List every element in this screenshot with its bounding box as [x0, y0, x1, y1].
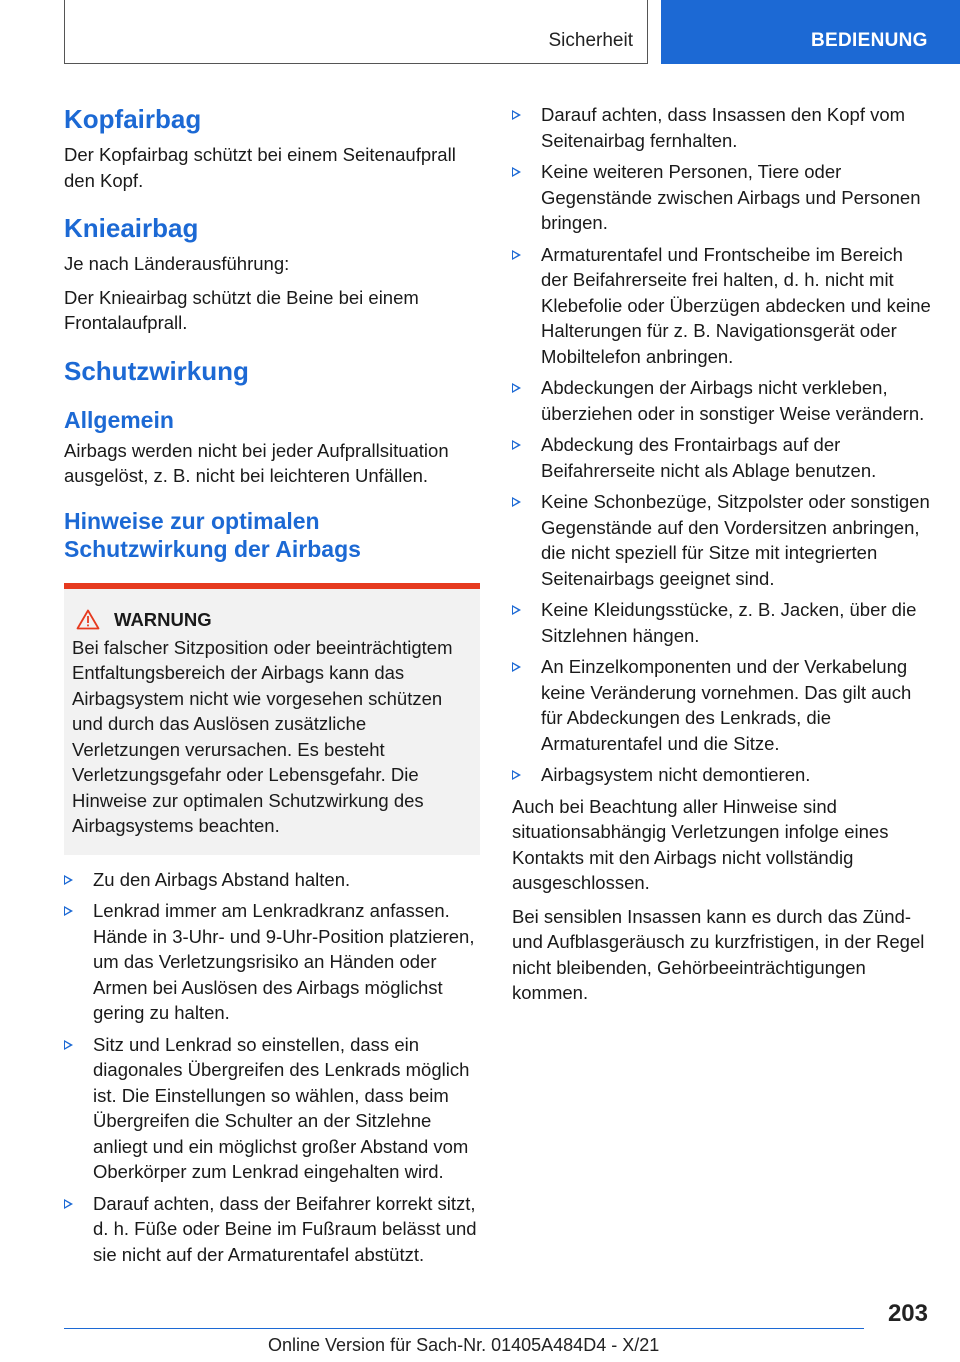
- bullet-triangle-icon: [512, 110, 521, 120]
- list-item: Keine Kleidungsstücke, z. B. Jacken, über die Sitzlehnen hängen.: [512, 597, 932, 648]
- text-kopfairbag: Der Kopfairbag schützt bei einem Seitenaufprall den Kopf.: [64, 144, 456, 191]
- heading-hinweise: Hinweise zur optimalen Schutzwirkung der Airbags: [64, 507, 361, 562]
- right-bullet-list: [512, 102, 932, 788]
- list-item: Darauf achten, dass Insassen den Kopf vom Seitenairbag fernhalten.: [512, 102, 932, 153]
- header-section-box: [64, 0, 648, 64]
- list-item: An Einzelkomponenten und der Verkabelung keine Veränderung vornehmen. Das gilt auch für Abdeckungen des Lenkrads, die Armaturentafel und die Sitze.: [512, 654, 932, 756]
- left-column: [64, 102, 480, 1273]
- list-item: Sitz und Lenkrad so einstellen, dass ein diagonales Übergreifen des Lenkrads möglich ist. Die Einstellungen so wählen, dass beim Übergreifen die Schulter an der Sitzlehne anliegt und ein möglichst großer Abstand vom Oberkörper zum Lenkrad eingehalten wird.: [64, 1032, 480, 1185]
- bullet-triangle-icon: [512, 497, 521, 507]
- bullet-triangle-icon: [64, 875, 73, 885]
- right-column: [512, 102, 932, 1014]
- header-section-title: Sicherheit: [548, 30, 633, 51]
- text-allgemein: Airbags werden nicht bei jeder Aufprallsituation ausgelöst, z. B. nicht bei leichteren Unfällen.: [64, 439, 449, 486]
- list-item: Abdeckung des Frontairbags auf der Beifahrerseite nicht als Ablage benutzen.: [512, 432, 932, 483]
- footer-text: Online Version für Sach-Nr. 01405A484D4 - X/21: [268, 1335, 660, 1355]
- bullet-triangle-icon: [64, 906, 73, 916]
- heading-knieairbag: Knieairbag: [64, 213, 199, 243]
- heading-schutzwirkung: Schutzwirkung: [64, 355, 249, 386]
- bullet-triangle-icon: [512, 383, 521, 393]
- warning-label: WARNUNG: [114, 608, 212, 630]
- list-item: Keine Schonbezüge, Sitzpolster oder sonstigen Gegenstände auf den Vordersitzen anbringen, die nicht speziell für Sitze mit integrierten Seitenairbags geeignet sind.: [512, 489, 932, 591]
- heading-allgemein: Allgemein: [64, 406, 174, 433]
- list-item: Lenkrad immer am Lenkradkranz anfassen. Hände in 3-Uhr- und 9-Uhr-Position platzieren, um das Verletzungsrisiko an Händen oder Armen bei Auslösen des Airbags möglichst gering zu halten.: [64, 898, 480, 1026]
- text-knieairbag-1: Je nach Länderausführung:: [64, 253, 290, 274]
- list-item: Armaturentafel und Frontscheibe im Bereich der Beifahrerseite frei halten, d. h. nicht mit Klebefolie oder Überzügen abdecken und keine Halterungen für z. B. Navigationsgerät oder Mobiltelefon anbringen.: [512, 242, 932, 370]
- list-item: Keine weiteren Personen, Tiere oder Gegenstände zwischen Airbags und Personen bringen.: [512, 159, 932, 236]
- bullet-triangle-icon: [512, 605, 521, 615]
- heading-kopfairbag: Kopfairbag: [64, 104, 202, 134]
- header-chapter-tab: BEDIENUNG: [661, 0, 960, 64]
- footer-divider: [64, 1328, 864, 1329]
- text-paragraph-1: Auch bei Beachtung aller Hinweise sind situationsabhängig Verletzungen infolge eines Kontakts mit den Airbags nicht vollständig ausgeschlossen.: [512, 795, 889, 893]
- bullet-triangle-icon: [512, 167, 521, 177]
- warning-text: Bei falscher Sitzposition oder beeinträchtigtem Entfaltungsbereich der Airbags kann das Airbagsystem nicht wie vorgesehen schützen und durch das Auslösen zusätzliche Verletzungen verursachen. Es besteht Verletzungsgefahr oder Lebensgefahr. Die Hinweise zur optimalen Schutzwirkung des Airbagsystems beachten.: [72, 636, 453, 836]
- page-number: 203: [887, 1300, 928, 1327]
- bullet-triangle-icon: [64, 1199, 73, 1209]
- list-item: Airbagsystem nicht demontieren.: [512, 762, 932, 788]
- bullet-triangle-icon: [512, 440, 521, 450]
- list-item: Abdeckungen der Airbags nicht verkleben, überziehen oder in sonstiger Weise verändern.: [512, 375, 932, 426]
- text-paragraph-2: Bei sensiblen Insassen kann es durch das Zünd- und Aufblasgeräusch zu kurzfristigen, in der Regel nicht bleibenden, Gehörbeeinträchtigungen kommen.: [512, 905, 925, 1003]
- text-knieairbag-2: Der Knieairbag schützt die Beine bei einem Frontalaufprall.: [64, 286, 419, 333]
- bullet-triangle-icon: [512, 662, 521, 672]
- list-item: Zu den Airbags Abstand halten.: [64, 867, 480, 893]
- list-item: Darauf achten, dass der Beifahrer korrekt sitzt, d. h. Füße oder Beine im Fußraum belässt und sie nicht auf der Armaturentafel abstützt.: [64, 1191, 480, 1268]
- warning-box: [64, 583, 480, 855]
- bullet-triangle-icon: [512, 250, 521, 260]
- bullet-triangle-icon: [512, 770, 521, 780]
- left-bullet-list: [64, 867, 480, 1268]
- warning-triangle-icon: [76, 609, 100, 630]
- bullet-triangle-icon: [64, 1040, 73, 1050]
- warning-header: [72, 609, 472, 631]
